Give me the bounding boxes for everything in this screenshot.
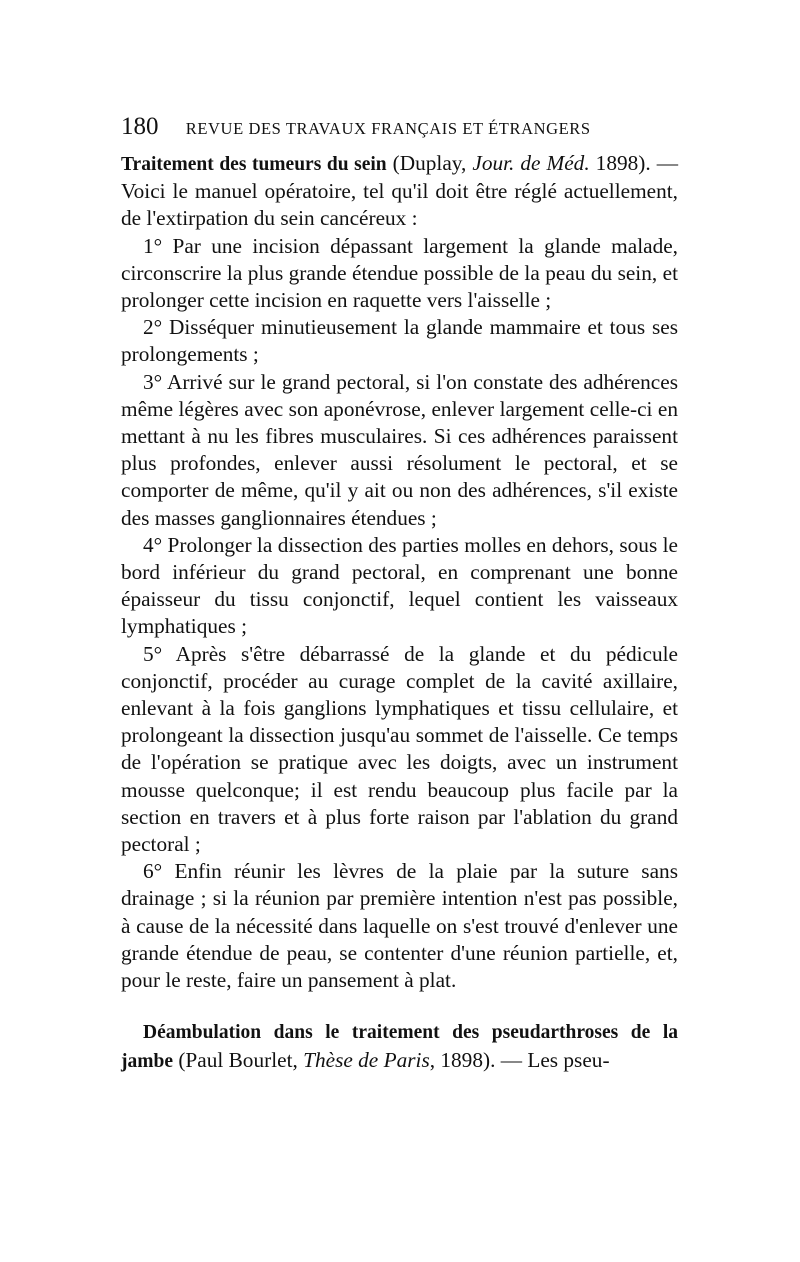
citation-rest: 1898). — Voici le manuel opératoire, tel qu'il doit être réglé actuellement, de l'extirpation du sein cancéreux : [121, 151, 678, 231]
article-title: Traitement des tumeurs du sein [121, 154, 387, 175]
article-2-title: Déambulation dans le traitement des pseudarthroses de la jambe [121, 1022, 678, 1072]
step-1: 1° Par une incision dépassant largement la glande malade, circonscrire la plus grande étendue possible de la peau du sein, et prolonger cette incision en raquette vers l'aisselle ; [121, 233, 678, 313]
article-2-citation-open: (Paul Bourlet, [173, 1047, 304, 1072]
journal-name: Jour. de Méd. [472, 151, 590, 175]
article-intro [121, 150, 678, 233]
article-2-intro [121, 1018, 678, 1074]
section-gap [121, 994, 678, 1018]
body-text [121, 150, 678, 1075]
step-4: 4° Prolonger la dissection des parties molles en dehors, sous le bord inférieur du grand pectoral, en comprenant une bonne épaisseur du tissu conjonctif, lequel contient les vaisseaux lymphatiques ; [121, 532, 678, 639]
step-5: 5° Après s'être débarrassé de la glande et du pédicule conjonctif, procéder au curage complet de la cavité axillaire, enlevant à la fois ganglions lymphatiques et tissu cellulaire, et prolongeant la dissection jusqu'au sommet de l'aisselle. Ce temps de l'opération se pratique avec les doigts, avec un instrument mousse quelconque; il est rendu beaucoup plus facile par la section en travers et à plus forte raison par l'ablation du grand pectoral ; [121, 641, 678, 857]
article-2-citation-rest: , 1898). — Les pseu- [429, 1047, 610, 1072]
citation-open: (Duplay, [386, 151, 473, 175]
page-header [121, 113, 681, 141]
article-2-source: Thèse de Paris [303, 1047, 430, 1072]
step-3: 3° Arrivé sur le grand pectoral, si l'on constate des adhérences même légères avec son aponévrose, enlever largement celle-ci en mettant à nu les fibres musculaires. Si ces adhérences paraissent plus profondes, enlever aussi résolument le pectoral, et se comporter de même, qu'il y ait ou non des adhérences, s'il existe des masses ganglionnaires étendues ; [121, 369, 678, 530]
page-number: 180 [121, 113, 159, 140]
running-title: REVUE DES TRAVAUX FRANÇAIS ET ÉTRANGERS [185, 119, 591, 138]
step-6: 6° Enfin réunir les lèvres de la plaie par la suture sans drainage ; si la réunion par première intention n'est pas possible, à cause de la nécessité dans laquelle on s'est trouvé d'enlever une grande étendue de peau, se contenter d'une réunion partielle, et, pour le reste, faire un pansement à plat. [121, 859, 678, 993]
step-2: 2° Disséquer minutieusement la glande mammaire et tous ses prolongements ; [121, 315, 678, 367]
